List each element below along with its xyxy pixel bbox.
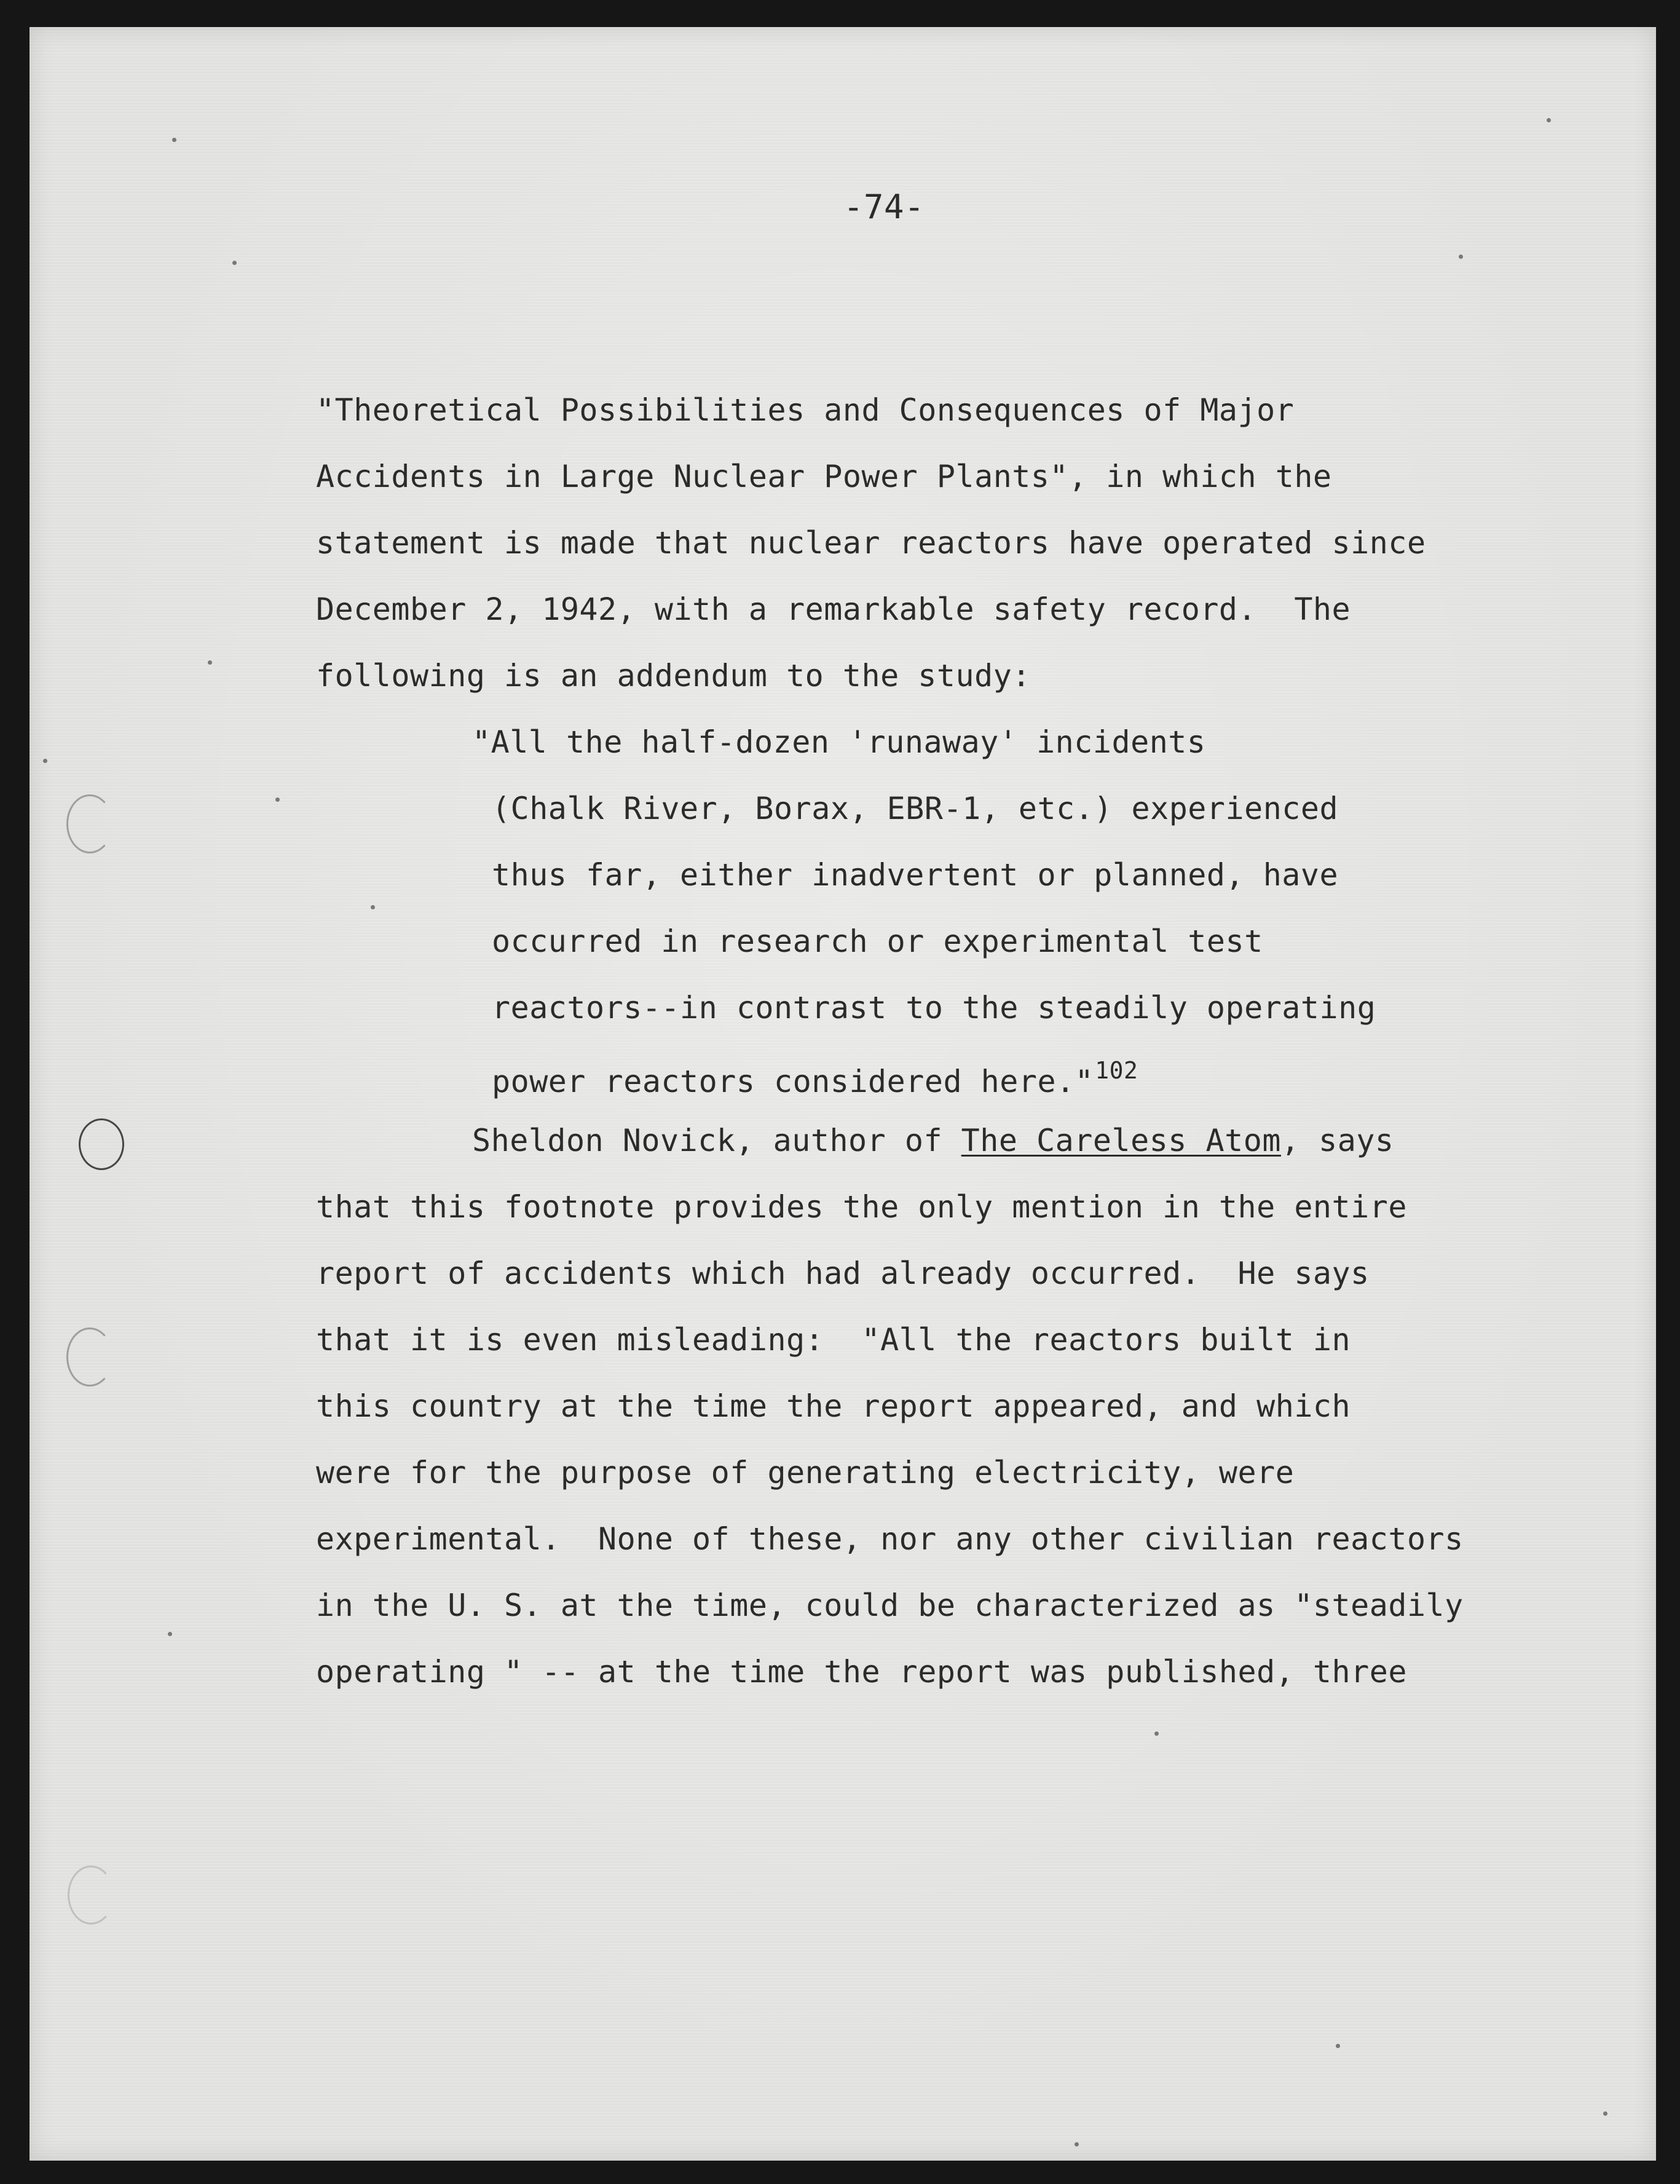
scan-speck (43, 759, 47, 763)
paragraph-line: this country at the time the report appeared, and which (316, 1388, 1351, 1424)
paragraph-line: statement is made that nuclear reactors have operated since (316, 525, 1426, 561)
scan-speck (275, 797, 280, 802)
typed-page (30, 27, 1656, 2161)
paragraph-line: Accidents in Large Nuclear Power Plants", in which the (316, 459, 1332, 494)
punch-hole-1 (66, 794, 113, 853)
page-number: -74- (843, 188, 925, 226)
paragraph-text: Sheldon Novick, author of (472, 1123, 961, 1158)
scan-speck (172, 138, 176, 142)
scan-speck (168, 1632, 172, 1636)
scan-speck (1603, 2111, 1607, 2116)
paragraph-line (472, 1125, 1394, 1156)
quote-line: occurred in research or experimental test (492, 924, 1263, 959)
footnote-reference: 102 (1095, 1057, 1138, 1084)
paragraph-line: experimental. None of these, nor any other civilian reactors (316, 1521, 1464, 1557)
paragraph-text: , says (1280, 1123, 1394, 1158)
quote-line: (Chalk River, Borax, EBR-1, etc.) experienced (492, 791, 1339, 826)
paragraph-line: that this footnote provides the only mention in the entire (316, 1189, 1407, 1225)
book-title: The Careless Atom (961, 1123, 1281, 1158)
paragraph-line: that it is even misleading: "All the reactors built in (316, 1322, 1351, 1358)
paragraph-line: were for the purpose of generating electricity, were (316, 1455, 1295, 1490)
scan-speck (1547, 118, 1551, 122)
paragraph-line: operating " -- at the time the report was published, three (316, 1654, 1407, 1690)
punch-hole-2 (79, 1118, 124, 1170)
punch-hole-4 (68, 1866, 114, 1925)
paragraph-line: "Theoretical Possibilities and Consequences of Major (316, 392, 1295, 428)
quote-line-text: power reactors considered here." (492, 1064, 1094, 1099)
quote-line: "All the half-dozen 'runaway' incidents (472, 724, 1206, 760)
punch-hole-3 (66, 1327, 113, 1387)
scan-speck (232, 261, 237, 265)
paragraph-line: following is an addendum to the study: (316, 658, 1031, 694)
scan-speck (1075, 2142, 1079, 2146)
quote-line: thus far, either inadvertent or planned, have (492, 857, 1339, 893)
quote-line: reactors--in contrast to the steadily operating (492, 990, 1376, 1026)
scan-speck (1459, 255, 1463, 259)
paragraph-line: in the U. S. at the time, could be characterized as "steadily (316, 1588, 1464, 1623)
paragraph-line: December 2, 1942, with a remarkable safety record. The (316, 592, 1351, 627)
scan-speck (1154, 1731, 1159, 1736)
scan-speck (1336, 2044, 1340, 2048)
quote-line-last (492, 1059, 1138, 1097)
paragraph-line: report of accidents which had already occurred. He says (316, 1256, 1370, 1291)
scan-speck (208, 660, 212, 665)
scan-speck (371, 905, 375, 909)
